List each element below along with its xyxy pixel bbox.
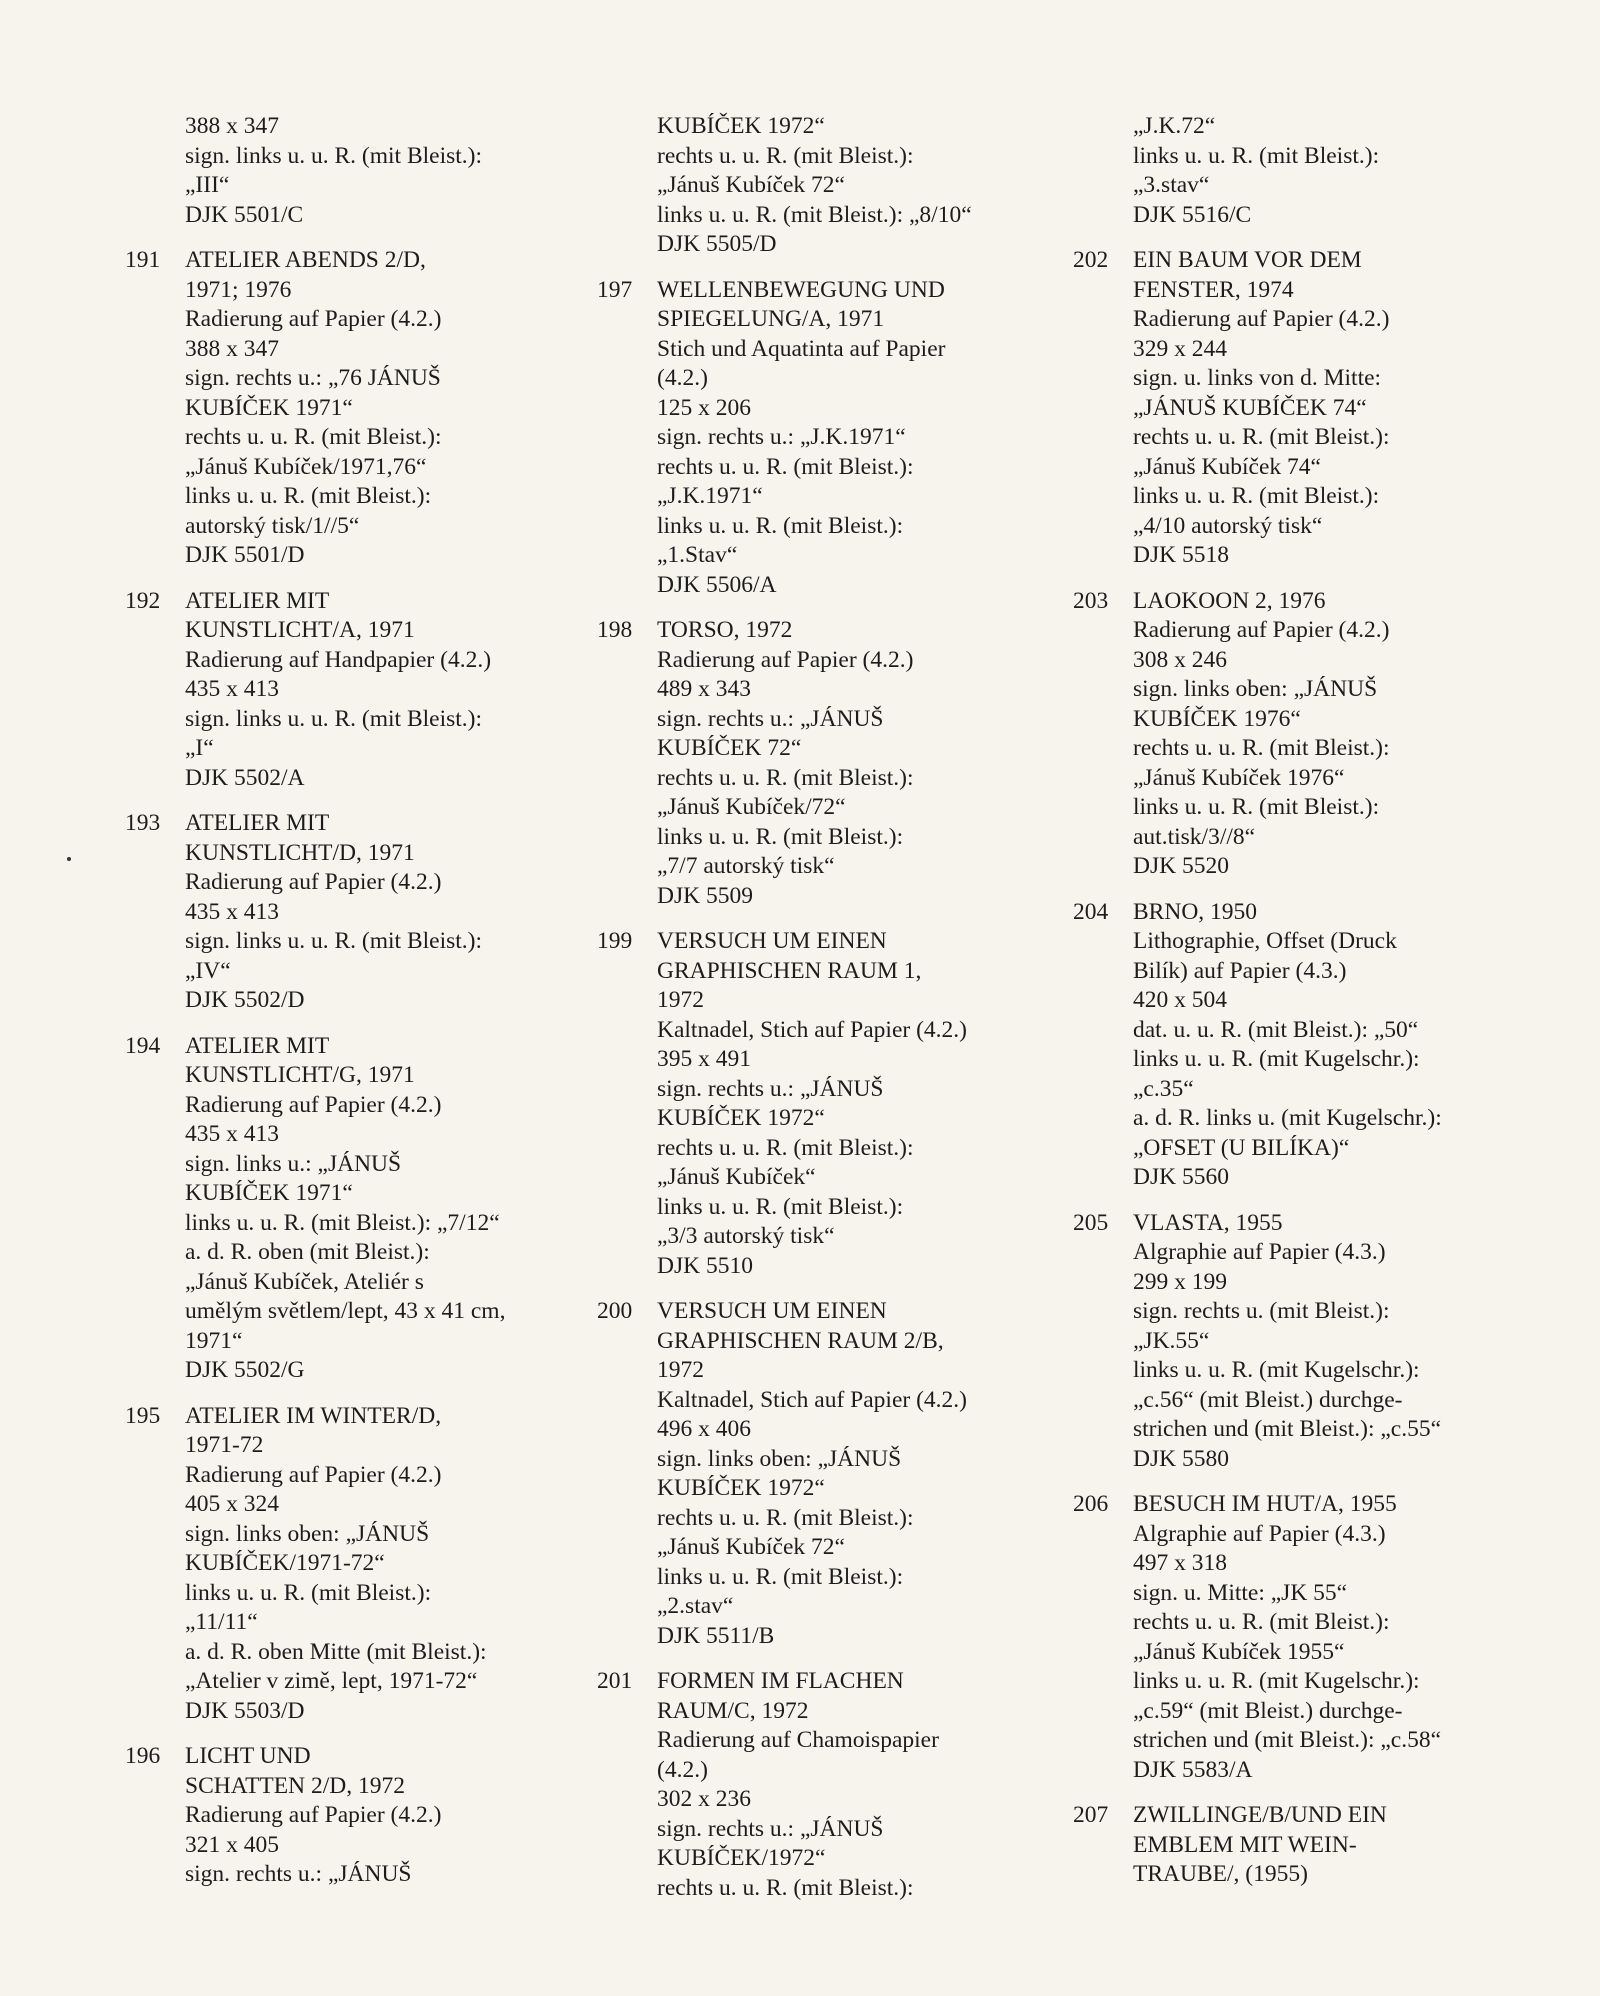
entry-line: „Jánuš Kubíček/1971,76“ — [185, 453, 427, 480]
entry-line: sign. links oben: „JÁNUŠ — [1133, 676, 1378, 702]
entry-line: „c.59“ (mit Bleist.) durchge- — [1133, 1697, 1403, 1724]
entry-line: rechts u. u. R. (mit Bleist.): — [1133, 1609, 1390, 1635]
entry-line: sign. rechts u.: „JÁNUŠ — [657, 1815, 884, 1842]
entry-line: Radierung auf Papier (4.2.) — [185, 1461, 442, 1488]
entry-line: sign. rechts u.: „76 JÁNUŠ — [185, 365, 441, 391]
entry-line: 388 x 347 — [185, 335, 279, 362]
entry-line: rechts u. u. R. (mit Bleist.): — [657, 453, 914, 480]
entry-body — [1133, 898, 1533, 1193]
margin-dot — [67, 857, 71, 861]
entry-line: „3/3 autorský tisk“ — [657, 1223, 835, 1249]
entry-line: KUNSTLICHT/A, 1971 — [185, 617, 415, 643]
entry-body — [657, 927, 1057, 1281]
catalog-entry — [125, 1742, 580, 1890]
entry-line: 435 x 413 — [185, 1121, 279, 1147]
entry-line: DJK 5501/D — [185, 542, 305, 568]
entry-line: Radierung auf Handpapier (4.2.) — [185, 646, 492, 673]
entry-line: a. d. R. oben Mitte (mit Bleist.): — [185, 1638, 487, 1665]
entry-line: rechts u. u. R. (mit Bleist.): — [657, 1874, 914, 1901]
entry-line: DJK 5511/B — [657, 1622, 775, 1649]
entry-line: „Jánuš Kubíček 74“ — [1133, 453, 1321, 480]
entry-line: sign. links u. u. R. (mit Bleist.): — [185, 928, 483, 954]
entry-line: Radierung auf Papier (4.2.) — [185, 869, 442, 895]
entry-line: GRAPHISCHEN RAUM 1, — [657, 957, 922, 984]
entry-line: Kaltnadel, Stich auf Papier (4.2.) — [657, 1016, 967, 1043]
entry-line: „c.35“ — [1133, 1075, 1194, 1102]
entry-line: SPIEGELUNG/A, 1971 — [657, 306, 885, 332]
entry-line: Radierung auf Papier (4.2.) — [185, 1091, 442, 1118]
entry-line: „OFSET (U BILÍKA)“ — [1133, 1134, 1350, 1161]
catalog-entry — [597, 276, 1057, 601]
entry-line: 405 x 324 — [185, 1491, 279, 1517]
entry-number: 205 — [1073, 1209, 1109, 1236]
entry-number: 193 — [125, 810, 161, 836]
entry-body — [657, 1667, 1057, 1903]
entry-line: sign. links oben: „JÁNUŠ — [185, 1520, 430, 1547]
entry-line: links u. u. R. (mit Bleist.): — [657, 1193, 904, 1220]
entry-line: links u. u. R. (mit Bleist.): — [1133, 794, 1380, 820]
entry-line: GRAPHISCHEN RAUM 2/B, — [657, 1327, 944, 1354]
entry-body — [1133, 587, 1533, 882]
catalog-entry — [125, 246, 580, 571]
catalog-entry — [1073, 1490, 1533, 1785]
entry-line: links u. u. R. (mit Bleist.): — [1133, 142, 1380, 169]
entry-line: sign. rechts u.: „JÁNUŠ — [657, 705, 884, 732]
entry-line: DJK 5518 — [1133, 542, 1229, 568]
entry-line: dat. u. u. R. (mit Bleist.): „50“ — [1133, 1016, 1419, 1043]
entry-line: KUBÍČEK 1972“ — [657, 1475, 825, 1501]
catalog-entry — [1073, 898, 1533, 1193]
entry-line: ZWILLINGE/B/UND EIN — [1133, 1802, 1387, 1828]
entry-line: DJK 5505/D — [657, 231, 777, 257]
entry-line: KUBÍČEK 1972“ — [657, 1105, 825, 1131]
entry-line: DJK 5502/G — [185, 1357, 305, 1383]
entry-line: Radierung auf Papier (4.2.) — [185, 306, 442, 332]
entry-line: KUBÍČEK 1971“ — [185, 394, 353, 421]
entry-body — [1133, 246, 1533, 571]
entry-line: EIN BAUM VOR DEM — [1133, 247, 1362, 273]
entry-body — [1133, 112, 1533, 230]
entry-line: links u. u. R. (mit Bleist.): — [1133, 483, 1380, 509]
entry-line: DJK 5510 — [657, 1252, 753, 1279]
entry-line: 321 x 405 — [185, 1831, 279, 1858]
catalog-entry — [1073, 112, 1533, 230]
entry-line: „JK.55“ — [1133, 1327, 1210, 1354]
entry-line: 299 x 199 — [1133, 1268, 1227, 1295]
entry-line: WELLENBEWEGUNG UND — [657, 276, 945, 303]
entry-line: DJK 5503/D — [185, 1697, 305, 1724]
entry-line: „3.stav“ — [1133, 172, 1210, 198]
catalog-entry — [125, 1402, 580, 1727]
entry-number: 207 — [1073, 1802, 1109, 1828]
entry-line: DJK 5583/A — [1133, 1756, 1253, 1783]
entry-line: 496 x 406 — [657, 1416, 751, 1442]
entry-line: FENSTER, 1974 — [1133, 276, 1294, 303]
entry-line: „IV“ — [185, 957, 231, 984]
entry-line: ATELIER MIT — [185, 1032, 330, 1059]
entry-line: VERSUCH UM EINEN — [657, 928, 887, 954]
entry-number: 198 — [597, 617, 633, 643]
entry-line: KUNSTLICHT/D, 1971 — [185, 839, 415, 866]
entry-number — [125, 112, 185, 230]
entry-line: 489 x 343 — [657, 676, 751, 702]
entry-line: „4/10 autorský tisk“ — [1133, 512, 1323, 539]
entry-line: BRNO, 1950 — [1133, 898, 1258, 925]
entry-line: sign. rechts u.: „JÁNUŠ — [185, 1861, 412, 1887]
entry-line: 395 x 491 — [657, 1046, 751, 1072]
entry-line: Algraphie auf Papier (4.3.) — [1133, 1520, 1386, 1547]
entry-line: rechts u. u. R. (mit Bleist.): — [657, 1504, 914, 1531]
entry-body — [1133, 1801, 1533, 1890]
entry-line: „Jánuš Kubíček 1976“ — [1133, 764, 1345, 791]
catalog-entry — [125, 1032, 580, 1386]
entry-line: 420 x 504 — [1133, 987, 1227, 1013]
catalog-entry — [1073, 587, 1533, 882]
catalog-entry — [597, 927, 1057, 1281]
entry-line: „Jánuš Kubíček“ — [657, 1164, 816, 1190]
entry-line: links u. u. R. (mit Kugelschr.): — [1133, 1357, 1420, 1383]
entry-line: rechts u. u. R. (mit Bleist.): — [1133, 735, 1390, 761]
entry-line: DJK 5506/A — [657, 571, 777, 598]
catalog-entry — [125, 809, 580, 1016]
entry-line: rechts u. u. R. (mit Bleist.): — [185, 424, 442, 450]
entry-line: DJK 5501/C — [185, 201, 304, 228]
catalog-entry — [1073, 1209, 1533, 1475]
entry-line: rechts u. u. R. (mit Bleist.): — [1133, 424, 1390, 450]
catalog-entry — [1073, 1801, 1533, 1890]
entry-line: a. d. R. oben (mit Bleist.): — [185, 1239, 430, 1265]
entry-body — [185, 112, 580, 230]
catalog-entry — [1073, 246, 1533, 571]
entry-line: 329 x 244 — [1133, 335, 1227, 362]
entry-line: sign. rechts u.: „J.K.1971“ — [657, 424, 906, 450]
entry-body — [185, 587, 580, 794]
catalog-column-3 — [1073, 112, 1533, 1906]
entry-line: „1.Stav“ — [657, 542, 738, 568]
entry-line: 1971“ — [185, 1327, 243, 1354]
entry-line: 125 x 206 — [657, 394, 751, 421]
entry-line: VERSUCH UM EINEN — [657, 1298, 887, 1324]
entry-line: links u. u. R. (mit Bleist.): „8/10“ — [657, 201, 972, 228]
entry-line: „11/11“ — [185, 1609, 258, 1635]
entry-line: Stich und Aquatinta auf Papier — [657, 335, 946, 362]
entry-line: Radierung auf Papier (4.2.) — [1133, 306, 1390, 332]
entry-line: strichen und (mit Bleist.): „c.55“ — [1133, 1416, 1442, 1442]
entry-line: DJK 5520 — [1133, 853, 1229, 879]
entry-number: 201 — [597, 1668, 633, 1694]
entry-line: 435 x 413 — [185, 676, 279, 702]
entry-line: umělým světlem/lept, 43 x 41 cm, — [185, 1298, 506, 1324]
entry-body — [1133, 1209, 1533, 1475]
entry-line: links u. u. R. (mit Kugelschr.): — [1133, 1046, 1420, 1072]
entry-line: links u. u. R. (mit Bleist.): — [185, 483, 432, 509]
entry-body — [185, 1402, 580, 1727]
entry-line: links u. u. R. (mit Bleist.): — [657, 1563, 904, 1590]
entry-line: KUBÍČEK/1971-72“ — [185, 1550, 385, 1576]
entry-line: DJK 5516/C — [1133, 201, 1252, 228]
entry-line: „JÁNUŠ KUBÍČEK 74“ — [1133, 394, 1367, 421]
entry-line: sign. links oben: „JÁNUŠ — [657, 1445, 902, 1472]
entry-line: ATELIER MIT — [185, 587, 330, 614]
entry-line: ATELIER ABENDS 2/D, — [185, 247, 426, 273]
entry-line: sign. links u. u. R. (mit Bleist.): — [185, 705, 483, 732]
entry-number: 206 — [1073, 1491, 1109, 1517]
entry-number: 202 — [1073, 247, 1109, 273]
entry-body — [1133, 1490, 1533, 1785]
entry-line: ATELIER MIT — [185, 810, 330, 836]
entry-line: 1971-72 — [185, 1432, 264, 1458]
entry-number: 200 — [597, 1298, 633, 1324]
entry-line: Algraphie auf Papier (4.3.) — [1133, 1239, 1386, 1265]
entry-line: KUBÍČEK 1971“ — [185, 1180, 353, 1206]
entry-line: SCHATTEN 2/D, 1972 — [185, 1772, 405, 1799]
entry-number — [597, 112, 657, 260]
entry-line: DJK 5509 — [657, 882, 753, 909]
entry-body — [657, 616, 1057, 911]
entry-line: 302 x 236 — [657, 1786, 751, 1812]
entry-line: 388 x 347 — [185, 113, 279, 139]
entry-line: DJK 5502/A — [185, 764, 305, 791]
entry-line: (4.2.) — [657, 365, 708, 391]
entry-body — [657, 276, 1057, 601]
entry-line: KUBÍČEK 1976“ — [1133, 705, 1301, 732]
entry-line: Lithographie, Offset (Druck — [1133, 928, 1397, 954]
entry-line: autorský tisk/1//5“ — [185, 512, 360, 539]
entry-line: rechts u. u. R. (mit Bleist.): — [657, 1134, 914, 1161]
catalog-entry — [597, 1297, 1057, 1651]
entry-line: ATELIER IM WINTER/D, — [185, 1402, 442, 1429]
entry-number: 191 — [125, 247, 161, 273]
catalog-column-2 — [597, 112, 1057, 1919]
catalog-column-1 — [125, 112, 580, 1906]
entry-line: strichen und (mit Bleist.): „c.58“ — [1133, 1727, 1442, 1753]
entry-line: aut.tisk/3//8“ — [1133, 823, 1256, 850]
entry-line: „7/7 autorský tisk“ — [657, 853, 835, 879]
entry-line: VLASTA, 1955 — [1133, 1209, 1283, 1236]
catalog-entry — [597, 112, 1057, 260]
entry-line: „Jánuš Kubíček/72“ — [657, 794, 846, 820]
entry-line: FORMEN IM FLACHEN — [657, 1668, 904, 1694]
entry-line: rechts u. u. R. (mit Bleist.): — [657, 142, 914, 169]
entry-line: „Jánuš Kubíček, Ateliér s — [185, 1268, 424, 1295]
entry-line: TRAUBE/, (1955) — [1133, 1861, 1308, 1887]
entry-line: LICHT UND — [185, 1743, 311, 1769]
entry-number — [1073, 112, 1133, 230]
entry-number: 204 — [1073, 898, 1109, 925]
entry-line: KUBÍČEK 1972“ — [657, 113, 825, 139]
entry-line: links u. u. R. (mit Kugelschr.): — [1133, 1668, 1420, 1694]
entry-line: RAUM/C, 1972 — [657, 1697, 809, 1724]
entry-number: 197 — [597, 276, 633, 303]
entry-line: KUBÍČEK 72“ — [657, 735, 802, 761]
entry-line: Radierung auf Chamoispapier — [657, 1727, 939, 1753]
entry-body — [185, 809, 580, 1016]
entry-number: 194 — [125, 1032, 161, 1059]
entry-line: EMBLEM MIT WEIN- — [1133, 1831, 1357, 1858]
entry-line: LAOKOON 2, 1976 — [1133, 587, 1326, 614]
entry-line: DJK 5502/D — [185, 987, 305, 1013]
entry-line: KUBÍČEK/1972“ — [657, 1845, 826, 1871]
entry-number: 195 — [125, 1402, 161, 1429]
entry-line: „J.K.1971“ — [657, 483, 763, 509]
entry-line: „III“ — [185, 172, 230, 198]
entry-line: (4.2.) — [657, 1756, 708, 1783]
entry-body — [185, 1742, 580, 1890]
catalog-entry — [125, 587, 580, 794]
catalog-entry — [125, 112, 580, 230]
entry-body — [657, 1297, 1057, 1651]
entry-line: links u. u. R. (mit Bleist.): „7/12“ — [185, 1209, 500, 1236]
entry-line: 1972 — [657, 1357, 704, 1383]
entry-line: BESUCH IM HUT/A, 1955 — [1133, 1491, 1397, 1517]
entry-line: Radierung auf Papier (4.2.) — [185, 1802, 442, 1828]
entry-line: „Jánuš Kubíček 1955“ — [1133, 1638, 1345, 1665]
catalog-entry — [597, 1667, 1057, 1903]
entry-line: rechts u. u. R. (mit Bleist.): — [657, 764, 914, 791]
entry-line: 1971; 1976 — [185, 276, 292, 303]
entry-line: KUNSTLICHT/G, 1971 — [185, 1062, 415, 1088]
entry-line: „2.stav“ — [657, 1593, 734, 1619]
entry-line: sign. links u. u. R. (mit Bleist.): — [185, 142, 483, 169]
entry-line: 497 x 318 — [1133, 1550, 1227, 1576]
entry-line: 435 x 413 — [185, 898, 279, 925]
entry-line: Radierung auf Papier (4.2.) — [657, 646, 914, 673]
entry-line: sign. u. Mitte: „JK 55“ — [1133, 1579, 1348, 1606]
entry-line: a. d. R. links u. (mit Kugelschr.): — [1133, 1105, 1442, 1131]
entry-number: 192 — [125, 587, 161, 614]
entry-line: links u. u. R. (mit Bleist.): — [657, 512, 904, 539]
entry-line: „I“ — [185, 735, 214, 761]
entry-line: links u. u. R. (mit Bleist.): — [185, 1579, 432, 1606]
entry-body — [185, 246, 580, 571]
entry-line: sign. u. links von d. Mitte: — [1133, 365, 1382, 391]
entry-body — [657, 112, 1057, 260]
entry-line: „J.K.72“ — [1133, 113, 1216, 139]
entry-line: sign. links u.: „JÁNUŠ — [185, 1150, 402, 1177]
entry-line: sign. rechts u.: „JÁNUŠ — [657, 1075, 884, 1102]
entry-line: „Jánuš Kubíček 72“ — [657, 1534, 845, 1560]
entry-line: DJK 5580 — [1133, 1445, 1229, 1472]
entry-line: links u. u. R. (mit Bleist.): — [657, 823, 904, 850]
entry-line: „c.56“ (mit Bleist.) durchge- — [1133, 1386, 1403, 1413]
entry-line: sign. rechts u. (mit Bleist.): — [1133, 1298, 1390, 1324]
entry-number: 199 — [597, 928, 633, 954]
entry-line: Radierung auf Papier (4.2.) — [1133, 617, 1390, 643]
entry-line: Kaltnadel, Stich auf Papier (4.2.) — [657, 1386, 967, 1413]
entry-line: Bilík) auf Papier (4.3.) — [1133, 957, 1347, 984]
entry-line: „Jánuš Kubíček 72“ — [657, 172, 845, 198]
entry-line: 308 x 246 — [1133, 646, 1227, 673]
entry-number: 203 — [1073, 587, 1109, 614]
entry-body — [185, 1032, 580, 1386]
entry-number: 196 — [125, 1743, 161, 1769]
entry-line: DJK 5560 — [1133, 1164, 1229, 1190]
entry-line: 1972 — [657, 987, 704, 1013]
entry-line: „Atelier v zimě, lept, 1971-72“ — [185, 1668, 478, 1694]
catalog-entry — [597, 616, 1057, 911]
entry-line: TORSO, 1972 — [657, 617, 793, 643]
